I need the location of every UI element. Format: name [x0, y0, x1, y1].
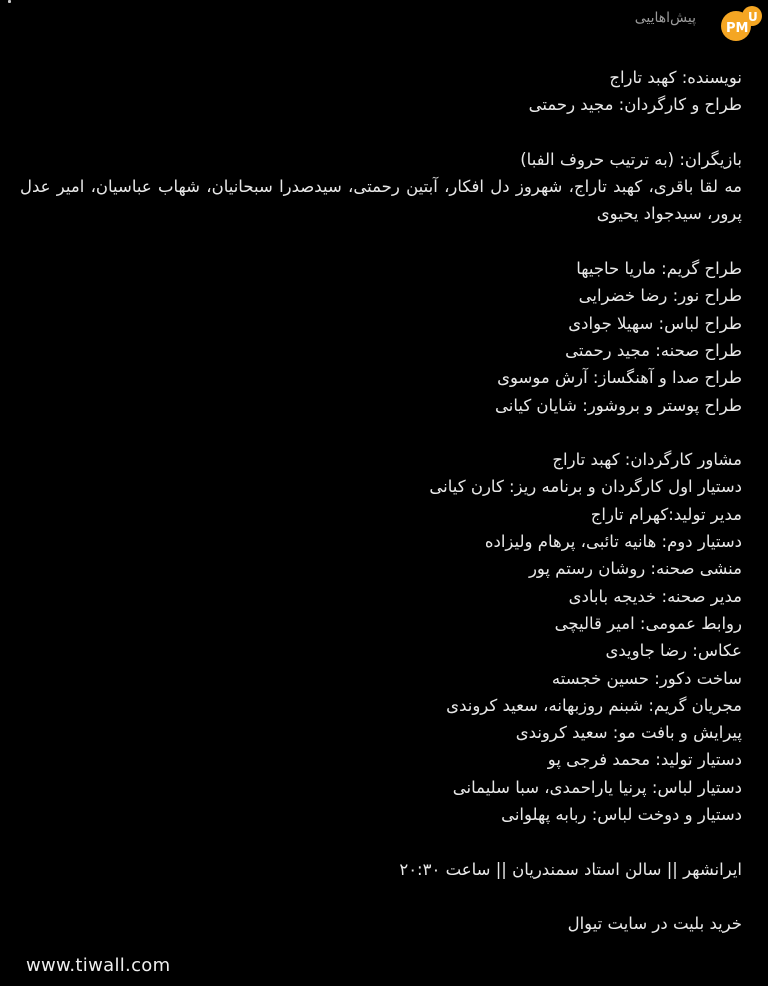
channel-title: پیش‌اهاییی: [634, 10, 696, 26]
spacer: [20, 119, 742, 146]
credit-line: مدیر صحنه: خدیجه بابادی: [568, 586, 742, 606]
svg-text:PM: PM: [726, 21, 749, 36]
credit-line: مشاور کارگردان: کهبد تاراج: [552, 450, 742, 470]
spacer: [20, 228, 742, 255]
credit-line: طراح پوستر و بروشور: شایان کیانی: [494, 395, 742, 415]
credit-line: پیرایش و بافت مو: سعید کروندی: [515, 723, 742, 743]
credit-line: منشی صحنه: روشان رستم پور: [528, 559, 742, 579]
credit-line: عکاس: رضا جاویدی: [605, 641, 742, 661]
credit-line: نویسنده: کهبد تاراج: [609, 68, 742, 87]
credit-line: طراح صحنه: مجید رحمتی: [565, 340, 742, 360]
credit-line: طراح و کارگردان: مجید رحمتی: [528, 95, 742, 115]
cast-title: بازیگران: (به ترتیب حروف الفبا): [520, 149, 742, 169]
venue-line: ایرانشهر || سالن استاد سمندریان || ساعت ۲۰:۳۰: [399, 859, 742, 879]
upm-logo-icon: [712, 2, 764, 46]
credit-line: دستیار اول کارگردان و برنامه ریز: کارن کیانی: [429, 477, 742, 497]
credit-line: ساخت دکور: حسین خجسته: [551, 668, 742, 688]
credit-line: دستیار تولید: محمد فرجی پو: [547, 750, 742, 770]
credit-line: مدیر تولید:کهرام تاراج: [590, 504, 742, 524]
credit-line: طراح لباس: سهیلا جوادی: [568, 313, 742, 333]
credit-line: روابط عمومی: امیر قالیچی: [554, 613, 742, 633]
spacer: [20, 419, 742, 446]
credits-text: [20, 64, 742, 938]
credit-line: طراح صدا و آهنگساز: آرش موسوی: [497, 368, 742, 388]
website-url: www.tiwall.com: [26, 955, 171, 976]
corner-mark: [8, 0, 11, 3]
ticket-line: خرید بلیت در سایت تیوال: [567, 914, 742, 934]
svg-text:U: U: [748, 10, 758, 24]
credit-line: طراح گریم: ماریا حاجیها: [576, 259, 742, 279]
spacer: [20, 828, 742, 855]
credit-line: مجریان گریم: شبنم روزبهانه، سعید کروندی: [446, 695, 742, 715]
spacer: [20, 883, 742, 910]
credit-line: دستیار و دوخت لباس: ربابه پهلوانی: [501, 805, 742, 825]
cast-list: مه لقا باقری، کهبد تاراج، شهروز دل افکار، آبتین رحمتی، سیدصدرا سبحانیان، شهاب عباسیان، امیر عدل پرور، سیدجواد یحیوی: [20, 177, 742, 224]
credit-line: طراح نور: رضا خضرایی: [578, 286, 742, 306]
top-strip: [0, 0, 768, 40]
credit-line: دستیار لباس: پرنیا یاراحمدی، سبا سلیمانی: [452, 777, 742, 797]
credit-line: دستیار دوم: هانیه تائبی، پرهام ولیزاده: [484, 532, 742, 552]
